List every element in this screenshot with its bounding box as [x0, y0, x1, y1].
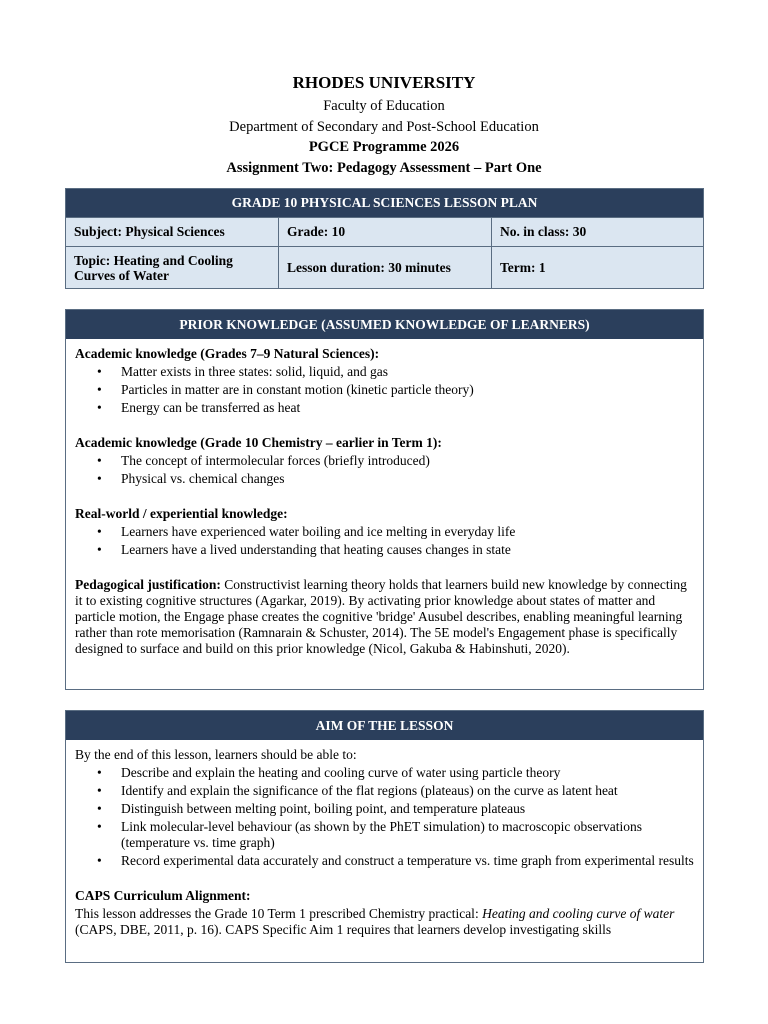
prior-knowledge-body — [66, 339, 703, 657]
bullet-list — [75, 524, 694, 558]
list-item: • Learners have experienced water boiling and ice melting in everyday life — [75, 524, 694, 540]
bullet-list — [75, 364, 694, 416]
caps-text: (CAPS, DBE, 2011, p. 16). CAPS Specific Aim 1 requires that learners develop investigating skills — [75, 922, 612, 937]
list-item: • Describe and explain the heating and cooling curve of water using particle theory — [75, 765, 694, 781]
caps-text: This lesson addresses the Grade 10 Term 1 prescribed Chemistry practical: — [75, 906, 483, 921]
list-item: • Energy can be transferred as heat — [75, 400, 694, 416]
faculty-name: Faculty of Education — [323, 98, 445, 114]
list-item: • Learners have a lived understanding that heating causes changes in state — [75, 542, 694, 558]
list-item: • Particles in matter are in constant motion (kinetic particle theory) — [75, 382, 694, 398]
list-item: • The concept of intermolecular forces (briefly introduced) — [75, 453, 694, 469]
duration-cell: Lesson duration: 30 minutes — [279, 247, 492, 289]
bullet-list — [75, 453, 694, 487]
university-name: RHODES UNIVERSITY — [292, 73, 476, 92]
document-header — [0, 72, 768, 178]
list-item: • Record experimental data accurately and construct a temperature vs. time graph from experimental results — [75, 853, 694, 869]
bullet-list — [75, 765, 694, 869]
prior-knowledge-panel — [65, 309, 704, 690]
class-size-cell: No. in class: 30 — [492, 218, 704, 247]
term-cell: Term: 1 — [492, 247, 704, 289]
department-name: Department of Secondary and Post-School Education — [229, 118, 539, 135]
assignment-title: Assignment Two: Pedagogy Assessment – Part One — [226, 159, 542, 176]
aim-banner: AIM OF THE LESSON — [66, 711, 703, 740]
section-heading: Academic knowledge (Grades 7–9 Natural Sciences): — [75, 346, 380, 361]
lesson-plan-banner: GRADE 10 PHYSICAL SCIENCES LESSON PLAN — [66, 189, 704, 218]
programme-name: PGCE Programme 2026 — [308, 139, 460, 155]
aim-body — [66, 740, 703, 938]
list-item: • Link molecular-level behaviour (as shown by the PhET simulation) to macroscopic observations (temperature vs. time graph) — [75, 819, 694, 851]
list-item: • Distinguish between melting point, boiling point, and temperature plateaus — [75, 801, 694, 817]
list-item: • Matter exists in three states: solid, liquid, and gas — [75, 364, 694, 380]
topic-cell: Topic: Heating and Cooling Curves of Water — [66, 247, 279, 289]
caps-heading: CAPS Curriculum Alignment: — [75, 888, 251, 903]
aim-intro: By the end of this lesson, learners should be able to: — [75, 747, 357, 762]
justification-label: Pedagogical justification: — [75, 577, 221, 592]
caps-practical-title: Heating and cooling curve of water — [482, 906, 675, 921]
section-heading: Academic knowledge (Grade 10 Chemistry – earlier in Term 1): — [75, 435, 442, 450]
list-item: • Identify and explain the significance of the flat regions (plateaus) on the curve as latent heat — [75, 783, 694, 799]
list-item: • Physical vs. chemical changes — [75, 471, 694, 487]
grade-cell: Grade: 10 — [279, 218, 492, 247]
subject-cell: Subject: Physical Sciences — [66, 218, 279, 247]
justification-text: Constructivist learning theory holds that learners build new knowledge by connecting it to existing cognitive structures (Agarkar, 2019). By activating prior knowledge about states of matter and particle motion, the Engage phase creates the cognitive 'bridge' Ausubel describes, enabling meaningful learning rather than rote memorisation (Ramnarain & Schuster, 2014). The 5E model's Engagement phase is specifically designed to surface and build on this prior knowledge (Nicol, Gakuba & Habinshuti, 2020). — [75, 577, 687, 656]
justification-paragraph — [75, 577, 694, 657]
aim-panel — [65, 710, 704, 963]
caps-paragraph — [75, 906, 694, 938]
lesson-plan-table — [65, 188, 704, 289]
prior-knowledge-banner: PRIOR KNOWLEDGE (ASSUMED KNOWLEDGE OF LEARNERS) — [66, 310, 703, 339]
section-heading: Real-world / experiential knowledge: — [75, 506, 288, 521]
